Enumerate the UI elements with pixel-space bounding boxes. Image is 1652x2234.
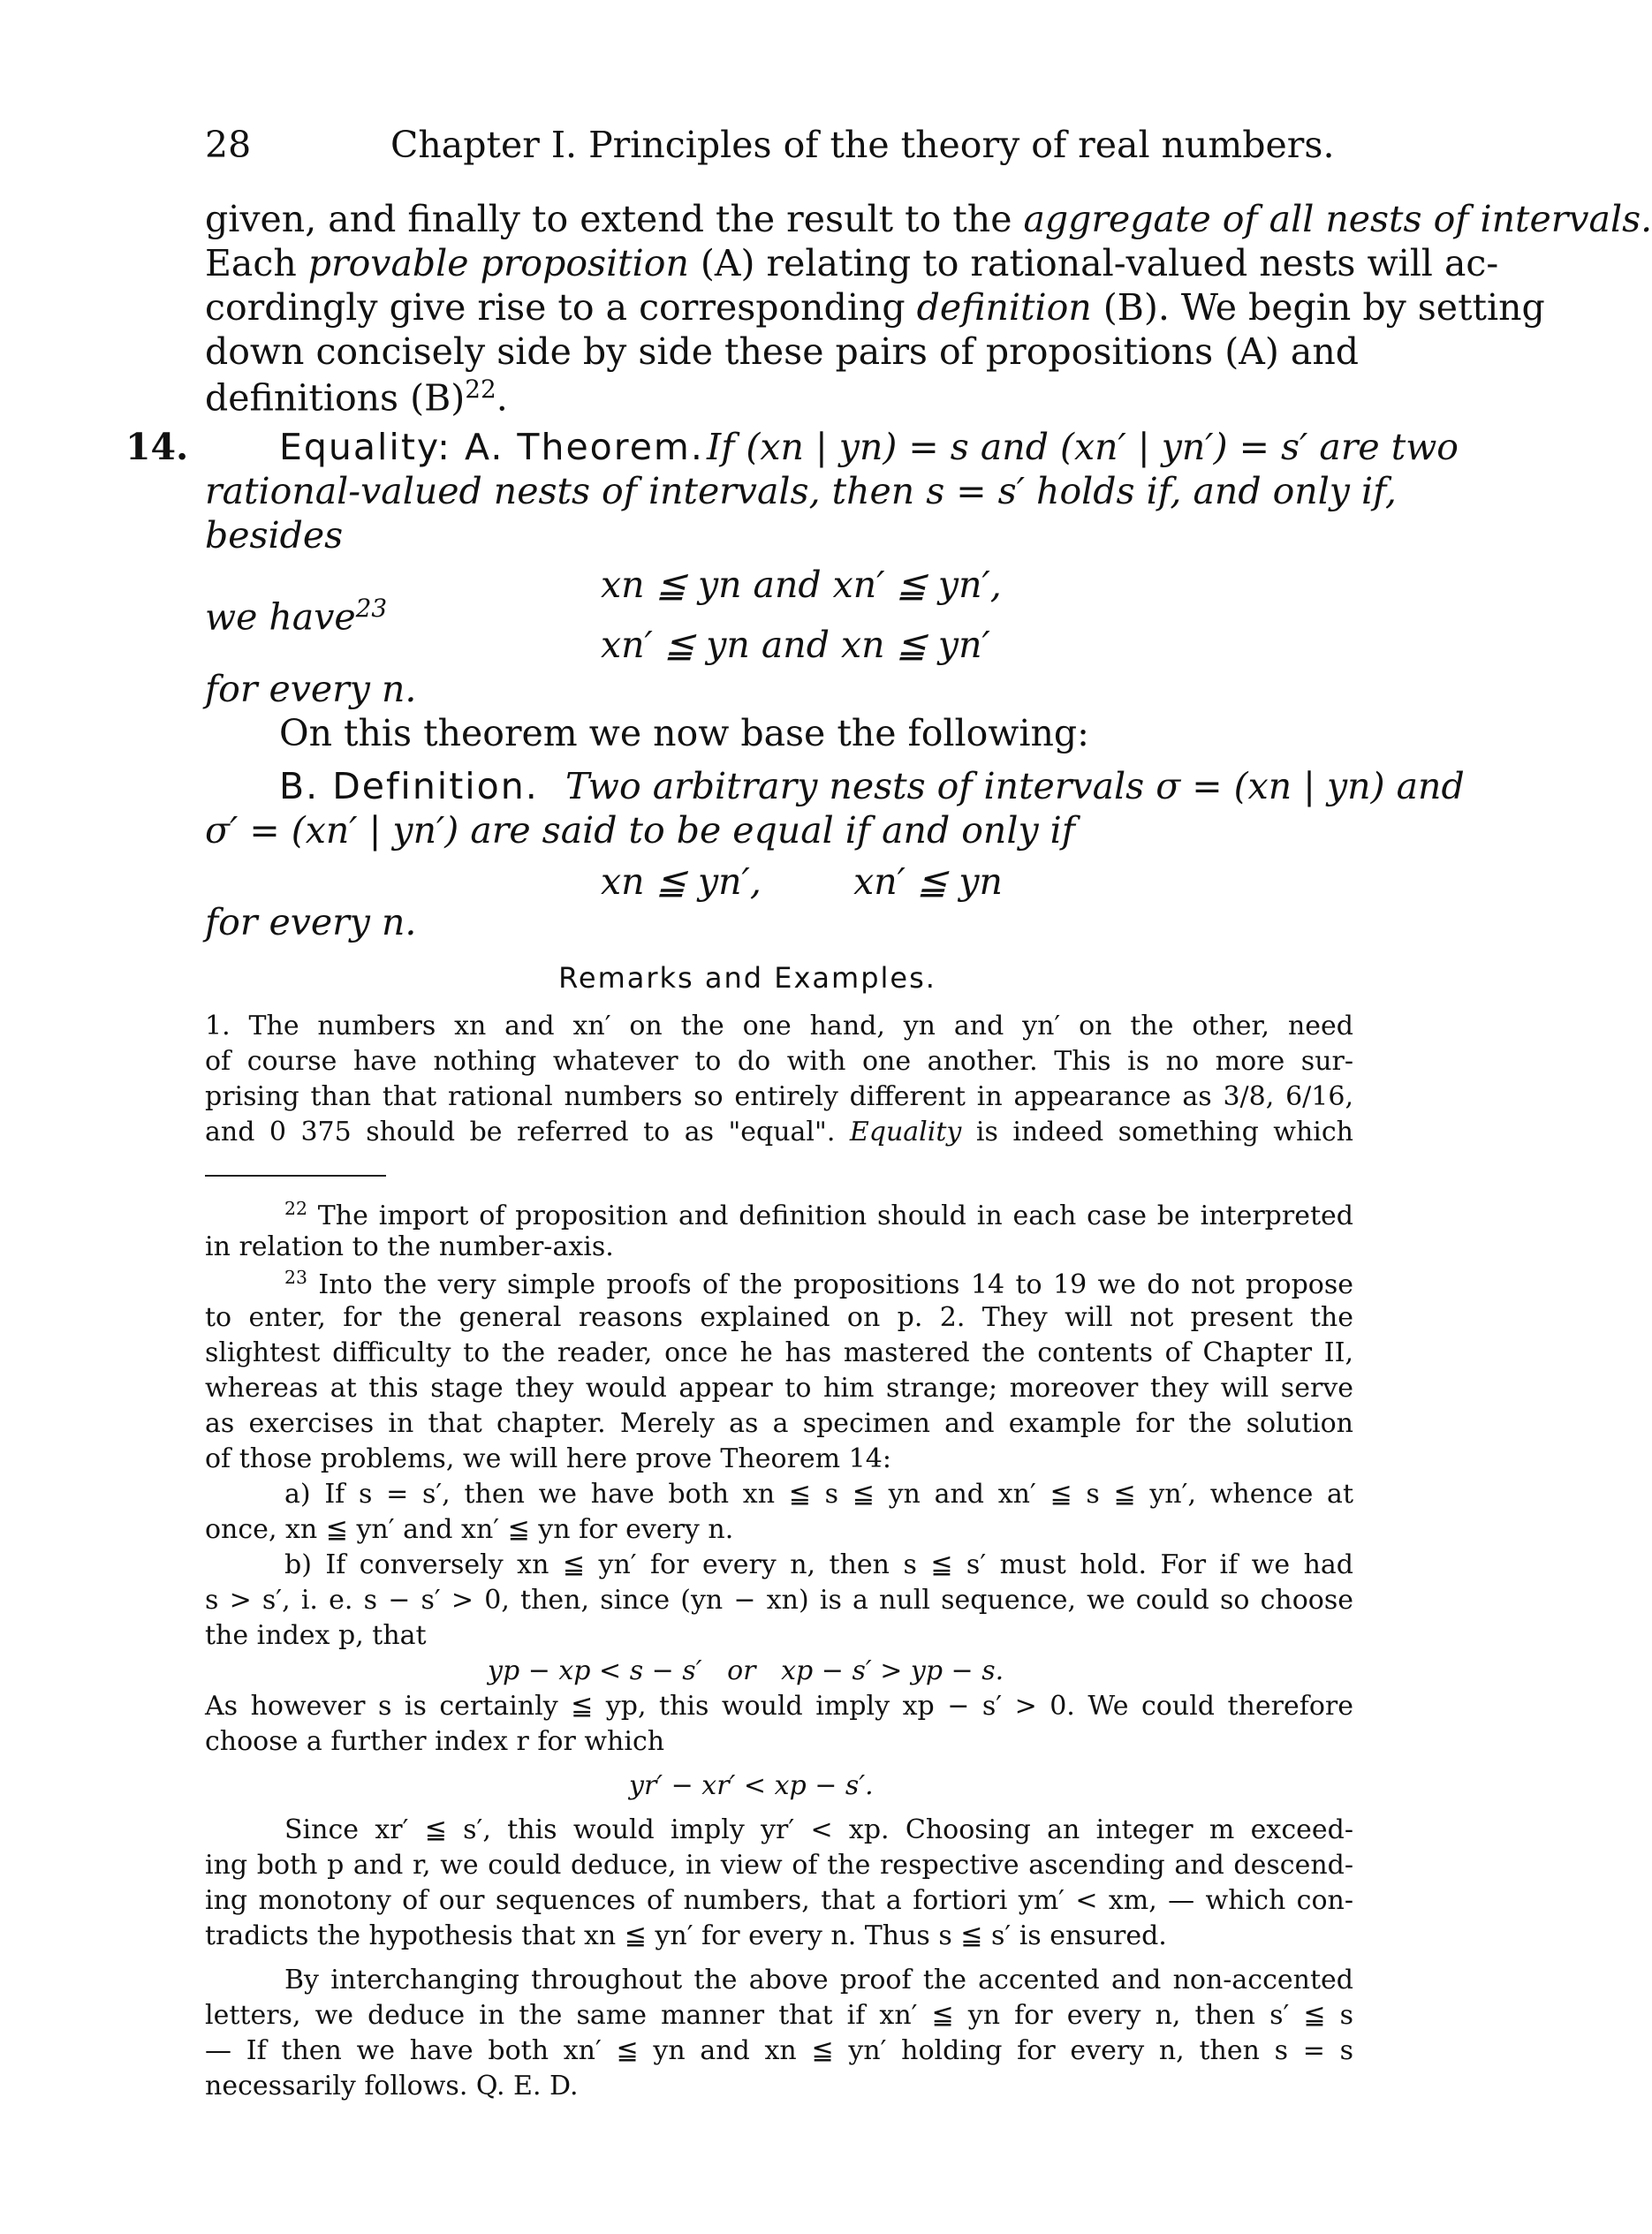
running-title: Chapter I. Principles of the theory of real numbers. xyxy=(390,124,1335,166)
proof-b-equation-2: yr′ − xr′ < xp − s′. xyxy=(629,1770,874,1801)
proof-d-line-1: By interchanging throughout the above proof the accented and non-accented xyxy=(284,1965,1353,1995)
footnote-23-line-5: as exercises in that chapter. Merely as a specimen and example for the solution xyxy=(205,1408,1353,1439)
theorem-basis: On this theorem we now base the following: xyxy=(279,712,1089,754)
proof-d-line-4: necessarily follows. Q. E. D. xyxy=(205,2071,579,2101)
page-number: 28 xyxy=(205,124,252,166)
for-every-n-1: for every n. xyxy=(205,668,417,710)
condition-1: xn ≦ yn and xn′ ≦ yn′, xyxy=(601,564,1002,606)
proof-b-line-1: b) If conversely xn ≦ yn′ for every n, then s ≦ s′ must hold. For if we had xyxy=(284,1549,1353,1580)
intro-line-3: cordingly give rise to a corresponding definition (B). We begin by setting xyxy=(205,286,1545,329)
footnote-23-line-2: to enter, for the general reasons explained on p. 2. They will not present the xyxy=(205,1302,1353,1333)
proof-b-equation: yp − xp < s − s′ or xp − s′ > yp − s. xyxy=(488,1655,1004,1686)
definition-heading: B. Definition. xyxy=(279,765,539,807)
remarks-heading: Remarks and Examples. xyxy=(558,961,936,995)
footnote-23-line-1: $^{23}$ Into the very simple proofs of the propositions 14 to 19 we do not propose xyxy=(284,1267,1353,1300)
section-number: 14. xyxy=(125,426,189,468)
remark-1-line-1: 1. The numbers xn and xn′ on the one hand, yn and yn′ on the other, need xyxy=(205,1011,1353,1041)
proof-c-line-3: ing monotony of our sequences of numbers, that a fortiori ym′ < xm, — which con- xyxy=(205,1885,1353,1916)
proof-c-line-2: ing both p and r, we could deduce, in view of the respective ascending and descend- xyxy=(205,1850,1353,1881)
definition-statement-1: Two arbitrary nests of intervals σ = (xn | yn) and xyxy=(565,765,1465,807)
intro-line-5: definitions $(B)^{22}$. xyxy=(205,375,508,420)
we-have-label: we have$^{23}$ xyxy=(205,594,388,639)
proof-d-line-2: letters, we deduce in the same manner that if xn′ ≦ yn for every n, then s′ ≦ s xyxy=(205,2000,1353,2031)
proof-c-line-1: Since xr′ ≦ s′, this would imply yr′ < xp. Choosing an integer m exceed- xyxy=(284,1814,1353,1845)
definition-condition: xn ≦ yn′, xn′ ≦ yn xyxy=(601,860,1003,903)
condition-2: xn′ ≦ yn and xn ≦ yn′ xyxy=(601,624,990,666)
definition-statement-2: σ′ = (xn′ | yn′) are said to be equal if and only if xyxy=(205,809,1075,852)
footnote-23-line-4: whereas at this stage they would appear to him strange; moreover they will serve xyxy=(205,1373,1353,1404)
for-every-n-2: for every n. xyxy=(205,901,417,943)
theorem-statement-3: besides xyxy=(205,514,344,557)
intro-line-4: down concisely side by side these pairs of propositions (A) and xyxy=(205,330,1359,373)
intro-line-1: given, and finally to extend the result to the aggregate of all nests of intervals. xyxy=(205,198,1652,240)
footnote-22-line-2: in relation to the number-axis. xyxy=(205,1231,614,1262)
proof-c-line-4: tradicts the hypothesis that xn ≦ yn′ for every n. Thus s ≦ s′ is ensured. xyxy=(205,1920,1167,1951)
remark-1-line-3: prising than that rational numbers so entirely different in appearance as 3/8, 6/16, xyxy=(205,1081,1353,1112)
footnote-23-line-3: slightest difficulty to the reader, once he has mastered the contents of Chapter II, xyxy=(205,1337,1353,1368)
proof-a-line-2: once, xn ≦ yn′ and xn′ ≦ yn for every n. xyxy=(205,1514,734,1545)
proof-b-line-5: choose a further index r for which xyxy=(205,1726,665,1757)
theorem-heading: Equality: A. Theorem. xyxy=(279,426,704,468)
remark-1-line-4: and 0 375 should be referred to as "equal". Equality is indeed something which xyxy=(205,1117,1354,1147)
footnote-23-line-6: of those problems, we will here prove Theorem 14: xyxy=(205,1443,891,1474)
proof-b-line-3: the index p, that xyxy=(205,1620,427,1651)
proof-d-line-3: — If then we have both xn′ ≦ yn and xn ≦ yn′ holding for every n, then s = s xyxy=(205,2035,1353,2066)
footnote-22-line-1: $^{22}$ The import of proposition and definition should in each case be interpreted xyxy=(284,1198,1353,1231)
theorem-statement-2: rational-valued nests of intervals, then s = s′ holds if, and only if, xyxy=(205,470,1397,512)
remark-1-line-2: of course have nothing whatever to do with one another. This is no more sur- xyxy=(205,1046,1353,1077)
proof-a-line-1: a) If s = s′, then we have both xn ≦ s ≦ yn and xn′ ≦ s ≦ yn′, whence at xyxy=(284,1479,1353,1510)
theorem-statement-1: If (xn | yn) = s and (xn′ | yn′) = s′ are two xyxy=(707,426,1459,468)
proof-b-line-2: s > s′, i. e. s − s′ > 0, then, since (yn − xn) is a null sequence, we could so choose xyxy=(205,1585,1353,1616)
proof-b-line-4: As however s is certainly ≦ yp, this would imply xp − s′ > 0. We could therefore xyxy=(205,1691,1353,1722)
intro-line-2: Each provable proposition (A) relating to rational-valued nests will ac- xyxy=(205,242,1499,284)
footnote-rule xyxy=(205,1175,386,1177)
